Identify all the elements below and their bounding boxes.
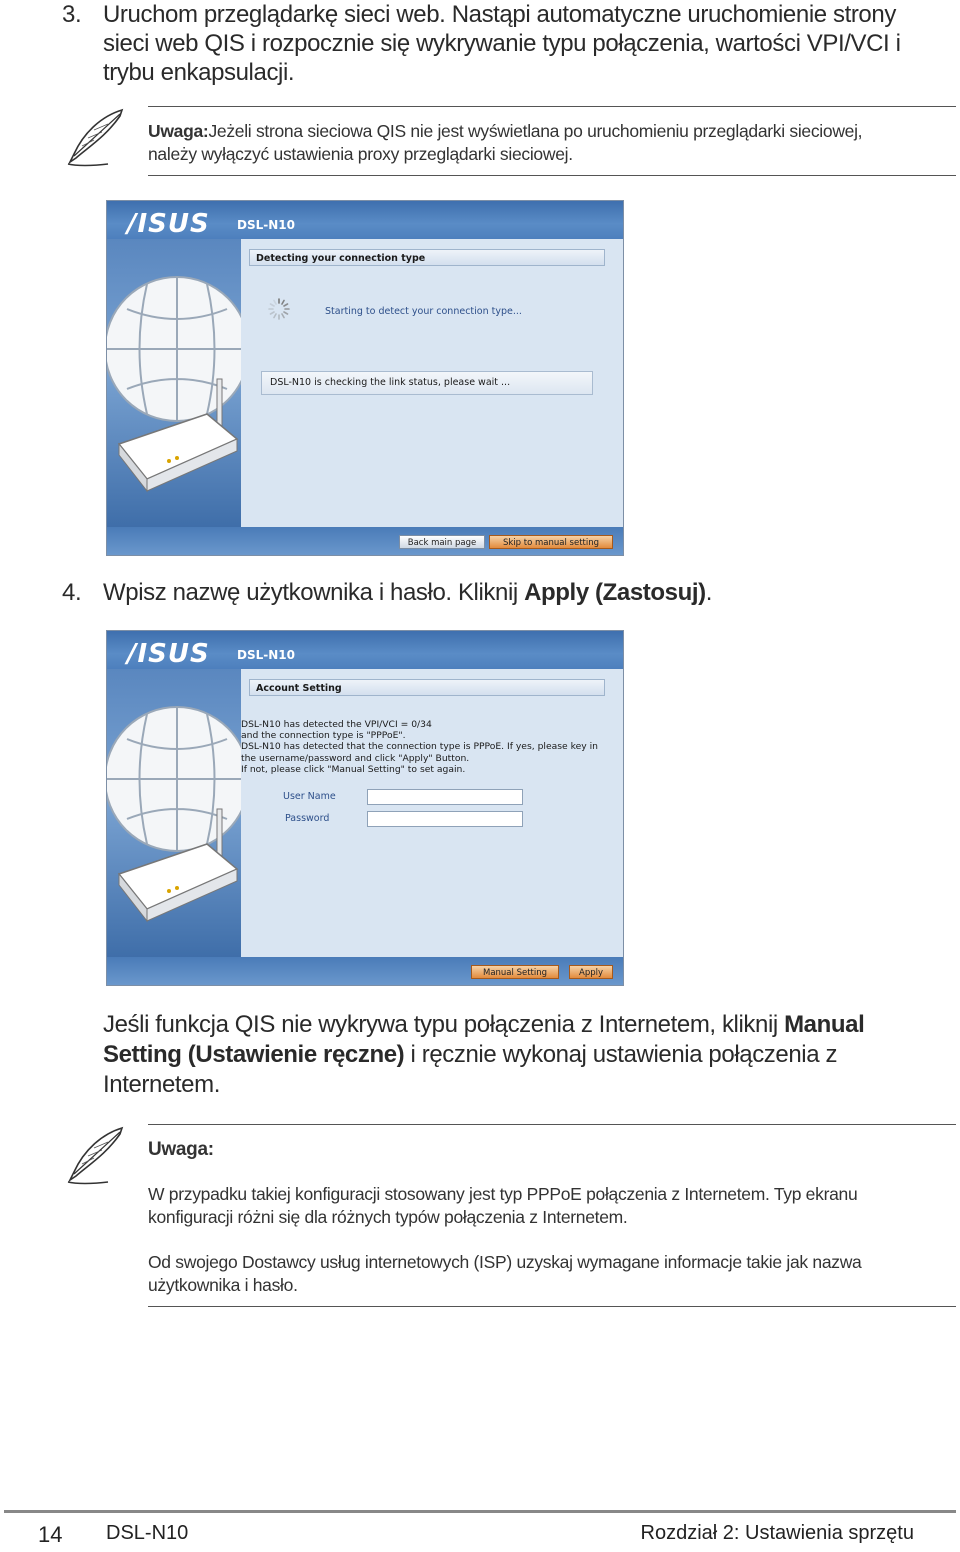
main-panel [241,669,623,957]
step-3-line: Uruchom przeglądarkę sieci web. Nastąpi automatyczne uruchomienie strony [103,1,896,28]
password-label: Password [285,813,330,824]
para-bold: Manual [784,1011,865,1038]
section-title: Detecting your connection type [249,249,605,266]
footer-rule [4,1510,956,1513]
asus-header [107,631,623,669]
note-2-line: Od swojego Dostawcy usług internetowych (ISP) uzyskaj wymagane informacje takie jak nazwa [148,1252,862,1272]
para-bold: Setting (Ustawienie ręczne) [103,1041,405,1068]
note-top-rule [148,1124,956,1125]
apply-button[interactable]: Apply [569,965,613,979]
loading-spinner-icon [267,297,291,321]
note-label: Uwaga: [148,1139,214,1160]
info-line: DSL-N10 has detected the VPI/VCI = 0/34 [241,719,432,730]
note-1-line: należy wyłączyć ustawienia proxy przeglądarki sieciowej. [148,144,573,164]
step-3-line: sieci web QIS i rozpocznie się wykrywanie typu połączenia, wartości VPI/VCI i [103,30,901,57]
sidebar-graphic [107,669,241,957]
note-2-line: W przypadku takiej konfiguracji stosowany jest typ PPPoE połączenia z Internetem. Typ ekranu [148,1184,858,1204]
manual-setting-button[interactable]: Manual Setting [471,965,559,979]
footer-chapter: Rozdział 2: Ustawienia sprzętu [640,1522,914,1544]
asus-header [107,201,623,239]
para-text: Internetem. [103,1071,220,1098]
model-name: DSL-N10 [237,218,295,232]
step-number: 4. [62,579,82,606]
user-name-label: User Name [283,791,336,802]
main-panel [241,239,623,527]
info-line: the username/password and click "Apply" Button. [241,752,470,764]
footer-bar [107,957,623,985]
note-1-text [148,120,958,166]
detect-status-text: Starting to detect your connection type... [325,306,522,317]
step-3 [62,0,960,90]
sidebar-graphic [107,239,241,527]
note-2 [148,1138,958,1297]
para-text: i ręcznie wykonaj ustawienia połączenia z [404,1041,838,1068]
info-line: If not, please click "Manual Setting" to set again. [241,763,466,775]
asus-logo: /ISUS [127,639,210,669]
info-line: and the connection type is "PPPoE". [241,730,406,742]
asus-logo: /ISUS [127,209,210,239]
note-label: Uwaga: [148,121,209,141]
feather-pen-icon [62,1124,128,1188]
model-name: DSL-N10 [237,648,295,662]
globe-router-illustration [107,669,241,959]
feather-pen-icon [62,106,128,170]
screenshot-account-setting [106,630,624,986]
step-3-line: trybu enkapsulacji. [103,59,295,86]
note-2-line: użytkownika i hasło. [148,1275,298,1295]
detection-info [241,719,621,775]
note-2-line: konfiguracji różni się dla różnych typów połączenia z Internetem. [148,1207,628,1227]
note-bottom-rule [148,175,956,176]
page-number: 14 [38,1522,63,1547]
note-bottom-rule [148,1306,956,1307]
password-input[interactable] [367,811,523,827]
step-4-bold: Apply (Zastosuj) [524,579,706,606]
link-status-box [261,371,593,395]
info-line: DSL-N10 has detected that the connection type is PPPoE. If yes, please key in [241,741,598,753]
globe-router-illustration [107,239,241,529]
step-3-text [103,0,901,87]
note-1-line: Jeżeli strona sieciowa QIS nie jest wyświetlana po uruchomieniu przeglądarki sieciowej, [208,121,863,141]
step-4-text [103,578,712,607]
footer-bar [107,527,623,555]
step-number: 3. [62,1,82,28]
note-top-rule [148,106,956,107]
step-4 [62,578,960,610]
step-4-plain: Wpisz nazwę użytkownika i hasło. Kliknij [103,579,525,606]
footer-model: DSL-N10 [106,1522,189,1544]
skip-to-manual-setting-button[interactable]: Skip to manual setting [489,535,613,549]
back-main-page-button[interactable]: Back main page [399,535,485,549]
section-title: Account Setting [249,679,605,696]
para-text: Jeśli funkcja QIS nie wykrywa typu połączenia z Internetem, kliknij [103,1011,785,1038]
user-name-input[interactable] [367,789,523,805]
step-4-end: . [705,579,712,606]
screenshot-detecting [106,200,624,556]
manual-setting-paragraph [103,1010,923,1100]
link-status-text: DSL-N10 is checking the link status, please wait ... [270,377,511,388]
